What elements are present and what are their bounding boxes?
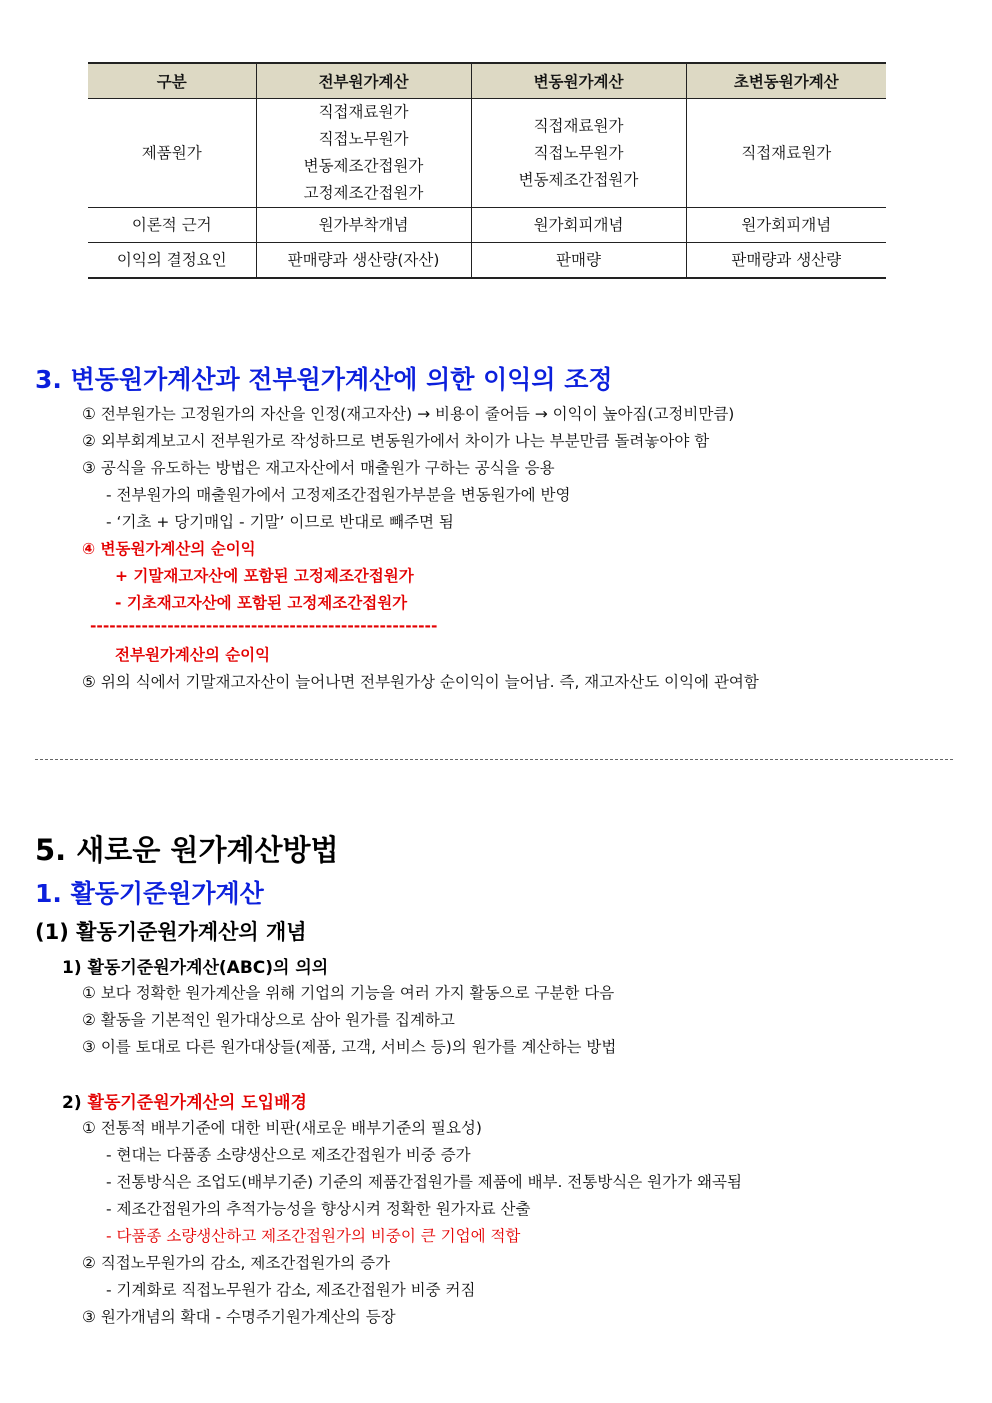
table-header: 변동원가계산 xyxy=(471,63,686,99)
table-cell: 원가부착개념 xyxy=(256,208,471,243)
list-subitem: - 전통방식은 조업도(배부기준) 기준의 제품간접원가를 제품에 배부. 전통방식은 원가가 왜곡됨 xyxy=(106,1173,742,1191)
list-item: ③ 원가개념의 확대 - 수명주기원가계산의 등장 xyxy=(82,1308,396,1326)
list-item: ① 전부원가는 고정원가의 자산을 인정(재고자산) → 비용이 줄어듬 → 이익이 높아짐(고정비만큼) xyxy=(82,405,735,423)
cell-line: 고정제조간접원가 xyxy=(303,184,424,202)
table-header: 초변동원가계산 xyxy=(686,63,886,99)
table-header: 구분 xyxy=(88,63,256,99)
cell-line: 변동제조간접원가 xyxy=(303,157,424,175)
section-5-title: 5. 새로운 원가계산방법 xyxy=(35,833,339,867)
list-subitem: - ‘기초 + 당기매입 - 기말’ 이므로 반대로 빼주면 됨 xyxy=(106,513,454,531)
list-subitem: - 기계화로 직접노무원가 감소, 제조간접원가 비중 커짐 xyxy=(106,1281,476,1299)
table-row xyxy=(88,243,886,279)
table-cell: 원가회피개념 xyxy=(686,208,886,243)
cell-line: 직접재료원가 xyxy=(741,143,832,162)
list-subitem: - 현대는 다품종 소량생산으로 제조간접원가 비중 증가 xyxy=(106,1146,471,1164)
costing-comparison-table xyxy=(88,62,886,279)
row-label: 이론적 근거 xyxy=(88,208,256,243)
cell-line: 직접재료원가 xyxy=(533,116,624,135)
cell-line: 직접노무원가 xyxy=(533,143,624,162)
section-3-title: 3. 변동원가계산과 전부원가계산에 의한 이익의 조정 xyxy=(35,365,613,394)
table-header-row xyxy=(88,63,886,99)
table-cell: 원가회피개념 xyxy=(471,208,686,243)
cell-line: 직접노무원가 xyxy=(318,130,409,148)
part-2-number: 2) xyxy=(62,1093,82,1113)
list-item: ⑤ 위의 식에서 기말재고자산이 늘어나면 전부원가상 순이익이 늘어남. 즉, 재고자산도 이익에 관여함 xyxy=(82,673,759,691)
cell-line: 변동제조간접원가 xyxy=(518,170,639,189)
cell-line: 직접재료원가 xyxy=(318,103,409,121)
table-cell xyxy=(686,99,886,208)
formula-minus: - 기초재고자산에 포함된 고정제조간접원가 xyxy=(115,594,408,612)
table-row xyxy=(88,208,886,243)
subsection-heading: (1) 활동기준원가계산의 개념 xyxy=(35,920,307,944)
list-subitem: - 제조간접원가의 추적가능성을 향상시켜 정확한 원가자료 산출 xyxy=(106,1200,531,1218)
part-2-heading: 활동기준원가계산의 도입배경 xyxy=(87,1093,307,1113)
table-cell: 판매량과 생산량(자산) xyxy=(256,243,471,279)
list-item: ② 직접노무원가의 감소, 제조간접원가의 증가 xyxy=(82,1254,391,1272)
list-item: ② 외부회계보고시 전부원가로 작성하므로 변동원가에서 차이가 나는 부분만큼 돌려놓아야 함 xyxy=(82,432,710,450)
table-row xyxy=(88,99,886,208)
table-cell xyxy=(471,99,686,208)
part-2-title xyxy=(62,1088,307,1113)
formula-head: ④ 변동원가계산의 순이익 xyxy=(82,540,256,558)
subsection-title: 1. 활동기준원가계산 xyxy=(35,879,264,908)
section-divider xyxy=(35,759,953,760)
list-item: ① 보다 정확한 원가계산을 위해 기업의 기능을 여러 가지 활동으로 구분한 다음 xyxy=(82,984,615,1002)
row-label: 이익의 결정요인 xyxy=(88,243,256,279)
formula-rule: ------------------------------------------------------ xyxy=(90,617,438,635)
list-subitem-highlight: - 다품종 소량생산하고 제조간접원가의 비중이 큰 기업에 적합 xyxy=(106,1227,521,1245)
list-item: ③ 이를 토대로 다른 원가대상들(제품, 고객, 서비스 등)의 원가를 계산하는 방법 xyxy=(82,1038,617,1056)
table-cell xyxy=(256,99,471,208)
table-header: 전부원가계산 xyxy=(256,63,471,99)
table-cell: 판매량 xyxy=(471,243,686,279)
list-item: ③ 공식을 유도하는 방법은 재고자산에서 매출원가 구하는 공식을 응용 xyxy=(82,459,555,477)
list-item: ② 활동을 기본적인 원가대상으로 삼아 원가를 집계하고 xyxy=(82,1011,455,1029)
part-1-title: 1) 활동기준원가계산(ABC)의 의의 xyxy=(62,958,329,978)
table-cell: 판매량과 생산량 xyxy=(686,243,886,279)
formula-result: 전부원가계산의 순이익 xyxy=(115,646,271,664)
list-item: ① 전통적 배부기준에 대한 비판(새로운 배부기준의 필요성) xyxy=(82,1119,482,1137)
row-label: 제품원가 xyxy=(88,99,256,208)
list-subitem: - 전부원가의 매출원가에서 고정제조간접원가부분을 변동원가에 반영 xyxy=(106,486,571,504)
formula-plus: + 기말재고자산에 포함된 고정제조간접원가 xyxy=(115,567,414,585)
